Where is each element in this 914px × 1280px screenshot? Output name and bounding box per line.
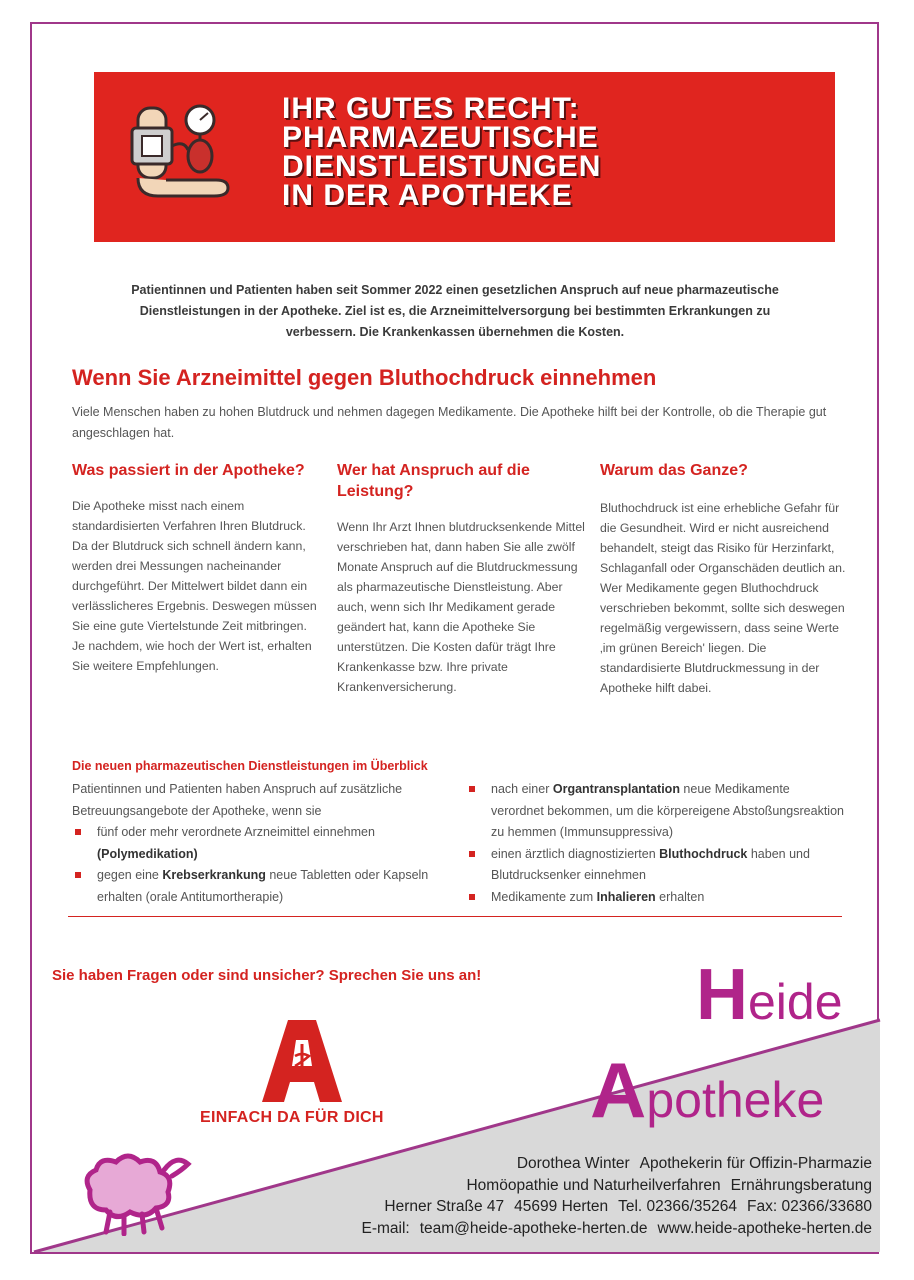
- pharmacy-name-line1: Heide: [696, 955, 843, 1035]
- contact-web-line: E-mail: team@heide-apotheke-herten.de www.heide-apotheke-herten.de: [361, 1219, 872, 1237]
- column-heading: Warum das Ganze?: [600, 462, 748, 479]
- column-heading: Wer hat Anspruch auf die Leistung?: [337, 462, 530, 500]
- column-text: Wenn Ihr Arzt Ihnen blutdrucksenkende Mittel verschrieben hat, dann haben Sie alle zwölf Monate Anspruch auf die Blutdruckmessung als pharmazeutische Dienstleistung. Aber auch, wenn sich Ihr Medikament gerade geändert hat, kann die Apotheke Sie unterstützen. Die Kosten dafür trägt Ihre Krankenkasse bzw. Ihre private Krankenversicherung.: [337, 520, 585, 694]
- column-why: [600, 460, 848, 698]
- divider: [68, 916, 842, 917]
- column-text: Die Apotheke misst nach einem standardisierten Verfahren Ihren Blutdruck. Da der Blutdruck sich schnell ändern kann, werden drei Messungen nacheinander durchgeführt. Der Mittelwert bildet dann ein verlässlicheres Ergebnis. Deswegen müssen Sie eine gute Viertelstunde Zeit mitbringen. Je nachdem, wie hoch der Wert ist, erhalten Sie weitere Empfehlungen.: [72, 499, 317, 673]
- list-item: einen ärztlich diagnostizierten Bluthochdruck haben und Blutdrucksenker einnehmen: [466, 844, 846, 887]
- contact-block: [361, 1153, 872, 1239]
- sheep-icon: [76, 1140, 194, 1236]
- blood-pressure-arm-icon: [124, 100, 244, 212]
- overview-title: Die neuen pharmazeutischen Dienstleistungen im Überblick: [72, 759, 428, 773]
- overview-right: [466, 779, 846, 908]
- contact-owner-line: Dorothea Winter Apothekerin für Offizin-Pharmazie: [516, 1155, 872, 1172]
- questions-callout: Sie haben Fragen oder sind unsicher? Sprechen Sie uns an!: [52, 967, 482, 984]
- intro-text: Patientinnen und Patienten haben seit Sommer 2022 einen gesetzlichen Anspruch auf neue pharmazeutische Dienstleistungen in der Apotheke. Ziel ist es, die Arzneimittelversorgung bei bestimmten Erkrankungen zu verbessern. Die Krankenkassen übernehmen die Kosten.: [131, 283, 779, 339]
- column-eligibility: [337, 460, 585, 697]
- overview-intro: Patientinnen und Patienten haben Anspruch auf zusätzliche Betreuungsangebote der Apotheke, wenn sie: [72, 782, 403, 818]
- section-lead: Viele Menschen haben zu hohen Blutdruck und nehmen dagegen Medikamente. Die Apotheke hilft bei der Kontrolle, ob die Therapie gut angeschlagen hat.: [72, 405, 827, 440]
- list-item: nach einer Organtransplantation neue Medikamente verordnet bekommen, um die körpereigene Abstoßungsreaktion zu hemmen (Immunsuppressiva): [466, 779, 846, 844]
- list-item: gegen eine Krebserkrankung neue Tabletten oder Kapseln erhalten (orale Antitumortherapie): [72, 865, 442, 908]
- list-item: Medikamente zum Inhalieren erhalten: [466, 887, 846, 909]
- email-link[interactable]: team@heide-apotheke-herten.de: [419, 1219, 648, 1237]
- section-heading: Wenn Sie Arzneimittel gegen Bluthochdruck einnehmen: [72, 365, 657, 390]
- overview-left: [72, 779, 442, 908]
- column-heading: Was passiert in der Apotheke?: [72, 462, 305, 479]
- contact-specialty-line: Homöopathie und Naturheilverfahren Ernährungsberatung: [466, 1176, 872, 1194]
- apotheken-a-icon: [262, 1018, 342, 1102]
- contact-address-line: Herner Straße 47 45699 Herten Tel. 02366/35264 Fax: 02366/33680: [384, 1198, 872, 1215]
- list-item: fünf oder mehr verordnete Arzneimittel einnehmen (Polymedikation): [72, 822, 442, 865]
- banner-title: IHR GUTES RECHT: PHARMAZEUTISCHE DIENSTLEISTUNGEN IN DER APOTHEKE: [282, 92, 602, 212]
- column-what-happens: [72, 460, 320, 676]
- website-link[interactable]: www.heide-apotheke-herten.de: [657, 1219, 872, 1237]
- header-banner: [94, 72, 835, 242]
- apotheke-slogan: EINFACH DA FÜR DICH: [200, 1109, 384, 1126]
- pharmacy-name-line2: Apotheke: [590, 1046, 825, 1134]
- column-text: Bluthochdruck ist eine erhebliche Gefahr für die Gesundheit. Wird er nicht ausreichend behandelt, steigt das Risiko für Herzinfarkt, Schlaganfall oder Organschäden deutlich an. Wer Medikamente gegen Bluthochdruck verschrieben bekommt, sollte sich deswegen regelmäßig vergewissern, dass seine Werte ‚im grünen Bereich' liegen. Die standardisierte Blutdruckmessung in der Apotheke hilft dabei.: [600, 501, 846, 695]
